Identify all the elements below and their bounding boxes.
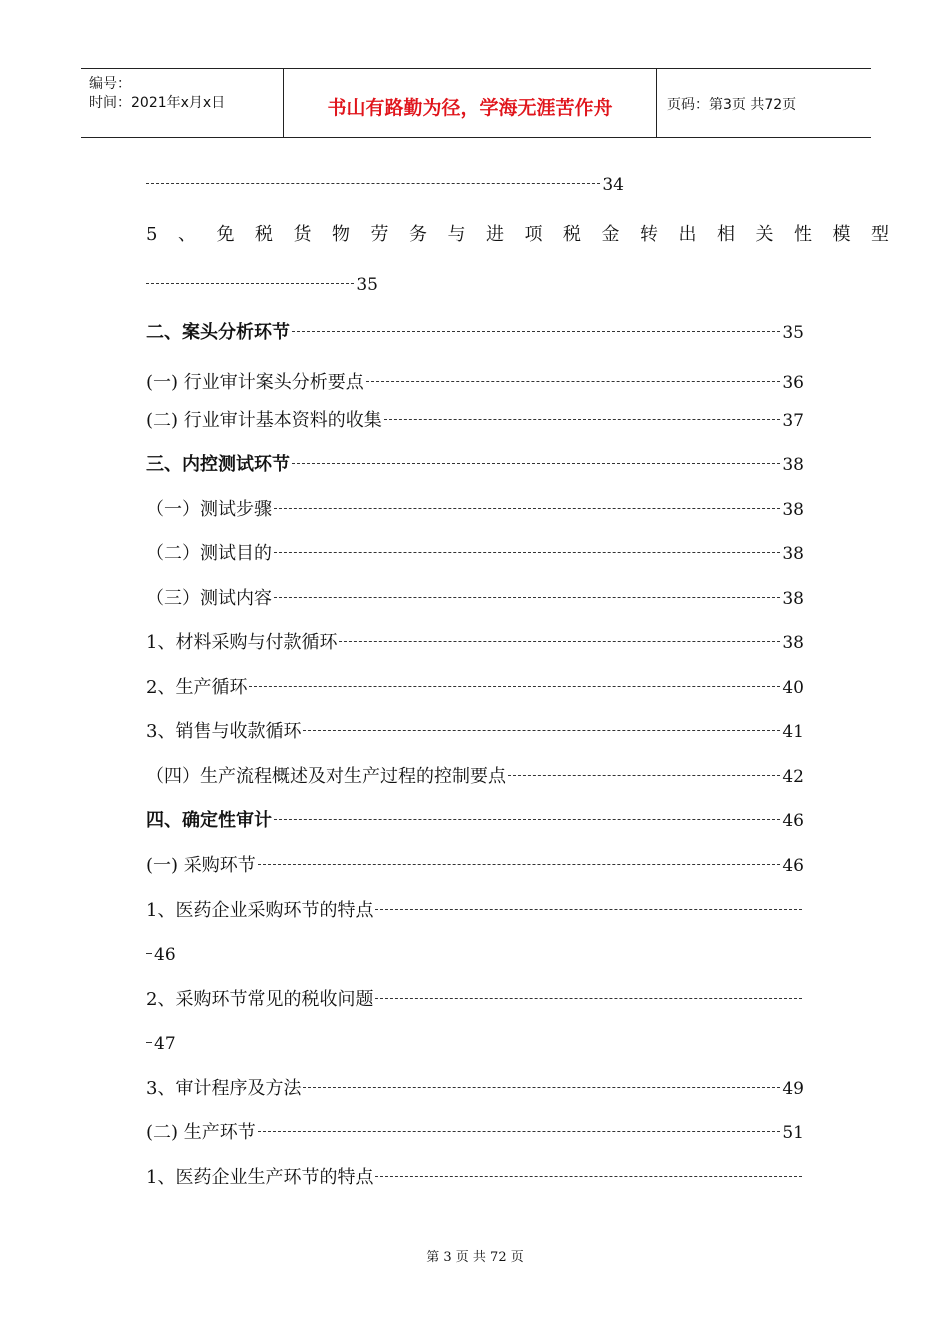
toc-leader bbox=[274, 552, 780, 553]
toc-entry-text: 1、材料采购与付款循环 bbox=[146, 632, 338, 653]
page-footer: 第 3 页 共 72 页 bbox=[426, 1250, 524, 1265]
toc-entry-page: 35 bbox=[356, 275, 378, 295]
toc-entry[interactable] bbox=[146, 1076, 804, 1102]
header-info-cell bbox=[81, 69, 284, 137]
header-page-cell bbox=[657, 69, 871, 137]
toc-entry-text: 3、销售与收款循环 bbox=[146, 721, 302, 742]
toc-entry-text: 1、医药企业采购环节的特点 bbox=[146, 900, 374, 921]
toc-leader bbox=[258, 1131, 781, 1132]
page-header bbox=[81, 68, 871, 138]
toc-entry[interactable] bbox=[146, 1031, 178, 1057]
toc-leader bbox=[292, 331, 780, 332]
toc-entry[interactable] bbox=[146, 272, 378, 298]
toc-entry-text: (一) 行业审计案头分析要点 bbox=[146, 372, 364, 393]
toc-entry[interactable] bbox=[146, 497, 804, 523]
toc-entry[interactable] bbox=[146, 808, 804, 834]
document-time-label: 时间：2021年x月x日 bbox=[89, 95, 226, 111]
toc-entry[interactable] bbox=[146, 719, 804, 745]
toc-entry-page: 46 bbox=[782, 811, 804, 831]
toc-entry[interactable] bbox=[146, 586, 804, 612]
toc-leader bbox=[384, 419, 781, 420]
toc-entry-text: 1、医药企业生产环节的特点 bbox=[146, 1167, 374, 1188]
toc-entry-page: 38 bbox=[782, 544, 804, 564]
document-number-label: 编号： bbox=[89, 76, 131, 92]
toc-leader bbox=[508, 775, 780, 776]
toc-entry[interactable] bbox=[146, 987, 804, 1013]
toc-entry[interactable] bbox=[146, 675, 804, 701]
toc-leader bbox=[249, 686, 780, 687]
toc-leader bbox=[303, 730, 780, 731]
toc-entry[interactable] bbox=[146, 172, 624, 198]
toc-entry-text: 三、内控测试环节 bbox=[146, 454, 290, 475]
toc-entry-text: (二) 行业审计基本资料的收集 bbox=[146, 410, 382, 431]
toc-entry[interactable] bbox=[146, 898, 804, 924]
toc-leader bbox=[146, 1042, 152, 1043]
toc-leader bbox=[146, 183, 600, 184]
toc-leader bbox=[274, 597, 780, 598]
toc-leader bbox=[366, 381, 781, 382]
toc-leader bbox=[274, 508, 780, 509]
header-page-label: 页码：第3页 共72页 bbox=[667, 97, 797, 113]
toc-entry[interactable] bbox=[146, 370, 804, 396]
toc-entry-text: 四、确定性审计 bbox=[146, 810, 272, 831]
header-motto-cell bbox=[284, 69, 657, 137]
toc-entry-page: 34 bbox=[602, 175, 624, 195]
toc-entry-text: （一）测试步骤 bbox=[146, 499, 272, 520]
toc-entry-page: 38 bbox=[782, 633, 804, 653]
toc-entry[interactable] bbox=[146, 408, 804, 434]
toc-entry-page: 49 bbox=[782, 1079, 804, 1099]
toc-leader bbox=[375, 998, 802, 999]
toc-entry-page: 51 bbox=[782, 1123, 804, 1143]
toc-entry-page: 40 bbox=[782, 678, 804, 698]
toc-entry[interactable] bbox=[146, 630, 804, 656]
toc-leader bbox=[292, 463, 780, 464]
toc-leader bbox=[339, 641, 780, 642]
toc-entry-page: 42 bbox=[782, 767, 804, 787]
toc-entry-text: 2、采购环节常见的税收问题 bbox=[146, 989, 374, 1010]
toc-leader bbox=[274, 819, 780, 820]
toc-entry[interactable] bbox=[146, 452, 804, 478]
toc-entry-text: (二) 生产环节 bbox=[146, 1122, 256, 1143]
toc-leader bbox=[375, 1176, 802, 1177]
toc-entry-text: （二）测试目的 bbox=[146, 543, 272, 564]
toc-entry-page: 37 bbox=[782, 411, 804, 431]
toc-entry-page: 41 bbox=[782, 722, 804, 742]
toc-entry-text: （三）测试内容 bbox=[146, 588, 272, 609]
toc-leader bbox=[375, 909, 802, 910]
toc-entry-page: 47 bbox=[154, 1034, 176, 1054]
toc-entry-text: 二、案头分析环节 bbox=[146, 322, 290, 343]
toc-entry-text: 2、生产循环 bbox=[146, 677, 248, 698]
toc-entry[interactable] bbox=[146, 222, 910, 248]
toc-leader bbox=[303, 1087, 780, 1088]
toc-entry-page: 38 bbox=[782, 500, 804, 520]
toc-entry-page: 46 bbox=[154, 945, 176, 965]
toc-entry[interactable] bbox=[146, 853, 804, 879]
header-motto: 书山有路勤为径，学海无涯苦作舟 bbox=[327, 97, 613, 119]
toc-entry-text: 3、审计程序及方法 bbox=[146, 1078, 302, 1099]
toc-entry-page: 35 bbox=[782, 323, 804, 343]
toc-entry[interactable] bbox=[146, 764, 804, 790]
toc-entry-page: 38 bbox=[782, 455, 804, 475]
toc-entry-page: 36 bbox=[782, 373, 804, 393]
toc-entry[interactable] bbox=[146, 1165, 804, 1191]
toc-entry-page: 46 bbox=[782, 856, 804, 876]
toc-entry-text: (一) 采购环节 bbox=[146, 855, 256, 876]
toc-entry-text: （四）生产流程概述及对生产过程的控制要点 bbox=[146, 766, 506, 787]
toc-leader bbox=[258, 864, 781, 865]
toc-entry[interactable] bbox=[146, 541, 804, 567]
toc-entry[interactable] bbox=[146, 320, 804, 346]
toc-entry[interactable] bbox=[146, 1120, 804, 1146]
toc-entry-page: 38 bbox=[782, 589, 804, 609]
toc-leader bbox=[146, 283, 354, 284]
toc-entry[interactable] bbox=[146, 942, 178, 968]
toc-leader bbox=[146, 953, 152, 954]
toc-entry-text: 5、免税货物劳务与进项税金转出相关性模型 bbox=[146, 224, 910, 245]
